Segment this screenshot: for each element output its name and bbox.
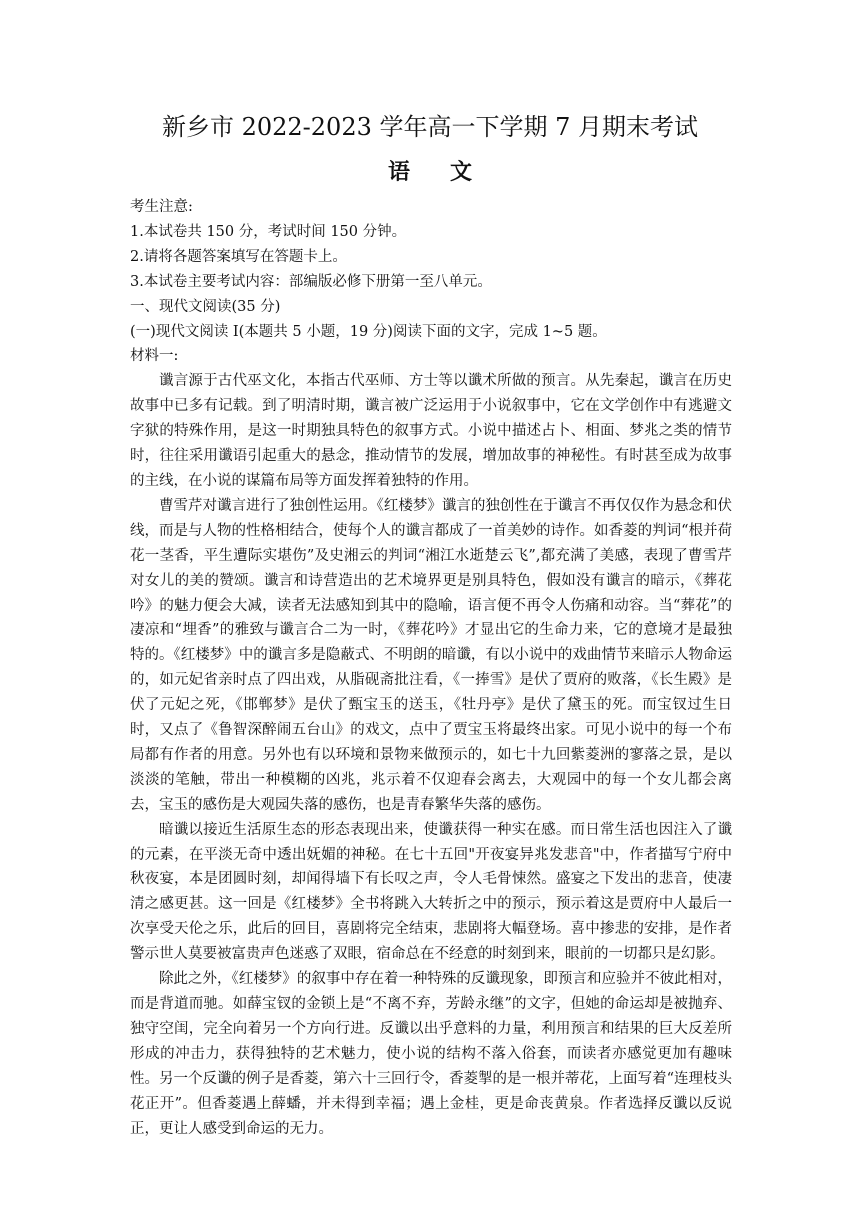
paragraph-4: 除此之外，《红楼梦》的叙事中存在着一种特殊的反谶现象，即预言和应验并不彼此相对，而是背道而驰。如薛宝钗的金锁上是“不离不弃，芳龄永继”的文字，但她的命运却是被抛弃、独守空闺，完全向着另一个方向行进。反谶以出乎意料的力量，利用预言和结果的巨大反差所形成的冲击力，获得独特的艺术魅力，使小说的结构不落入俗套，而读者亦感觉更加有趣味性。另一个反谶的例子是香菱，第六十三回行令，香菱掣的是一根并蒂花，上面写着“连理枝头花正开”。但香菱遇上薛蟠，并未得到幸福；遇上金桂，更是命丧黄泉。作者选择反谶以反说正，更让人感受到命运的无力。: [130, 971, 732, 1137]
section-heading: 一、现代文阅读(35 分): [130, 298, 281, 315]
notice-item-1: 1.本试卷共 150 分，考试时间 150 分钟。: [130, 223, 407, 240]
notice-item-3: 3.本试卷主要考试内容：部编版必修下册第一至八单元。: [130, 273, 492, 290]
paragraph-3: 暗谶以接近生活原生态的形态表现出来，使谶获得一种实在感。而日常生活也因注入了谶的元素，在平淡无奇中透出妩媚的神秘。在七十五回"开夜宴异兆发悲音"中，作者描写宁府中秋夜宴，本是团圆时刻，却闻得墙下有长叹之声，令人毛骨悚然。盛宴之下发出的悲音，使凄清之感更甚。这一回是《红楼梦》全书将跳入大转折之中的预示，预示着这是贾府中人最后一次享受天伦之乐，此后的回目，喜剧将完全结束，悲剧将大幅登场。喜中掺悲的安排，是作者警示世人莫要被富贵声色迷惑了双眼，宿命总在不经意的时刻到来，眼前的一切都只是幻影。: [130, 821, 732, 963]
material-label: 材料一:: [130, 348, 179, 365]
exam-content: [130, 195, 732, 1141]
subject-title: 语文: [387, 159, 512, 185]
paragraph-2: 曹雪芹对谶言进行了独创性运用。《红楼梦》谶言的独创性在于谶言不再仅仅作为悬念和伏线，而是与人物的性格相结合，使每个人的谶言都成了一首美妙的诗作。如香菱的判词“根并荷花一茎香，平生遭际实堪伤”及史湘云的判词“湘江水逝楚云飞”,都充满了美感，表现了曹雪芹对女儿的美的赞颂。谶言和诗营造出的艺术境界更是别具特色，假如没有谶言的暗示，《葬花吟》的魅力便会大减，读者无法感知到其中的隐喻，语言便不再令人伤痛和动容。当“葬花”的凄凉和“埋香”的雅致与谶言合二为一时，《葬花吟》才显出它的生命力来，它的意境才是最独特的。《红楼梦》中的谶言多是隐蔽式、不明朗的暗谶，有以小说中的戏曲情节来暗示人物命运的，如元妃省亲时点了四出戏，从脂砚斋批注看，《一捧雪》是伏了贾府的败落，《长生殿》是伏了元妃之死，《邯郸梦》是伏了甄宝玉的送玉，《牡丹亭》是伏了黛玉的死。而宝钗过生日时，又点了《鲁智深醉闹五台山》的戏文，点中了贾宝玉将最终出家。可见小说中的每一个布局都有作者的用意。另外也有以环境和景物来做预示的，如七十九回紫菱洲的寥落之景，是以淡淡的笔触，带出一种模糊的凶兆，兆示着不仅迎春会离去，大观园中的每一个女儿都会离去，宝玉的感伤是大观园失落的感伤，也是青春繁华失落的感伤。: [130, 497, 732, 813]
notice-item-2: 2.请将各题答案填写在答题卡上。: [130, 248, 347, 265]
section-sub-heading: (一)现代文阅读 I(本题共 5 小题，19 分)阅读下面的文字，完成 1~5 题。: [130, 323, 607, 340]
exam-title: 新乡市 2022-2023 学年高一下学期 7 月期末考试: [161, 113, 699, 141]
notice-heading: 考生注意:: [130, 199, 193, 215]
paragraph-1: 谶言源于古代巫文化，本指古代巫师、方士等以谶术所做的预言。从先秦起，谶言在历史故事中已多有记载。到了明清时期，谶言被广泛运用于小说叙事中，它在文学创作中有逃避文字狱的特殊作用，是这一时期独具特色的叙事方式。小说中描述占卜、相面、梦兆之类的情节时，往往采用谶语引起重大的悬念，推动情节的发展，增加故事的神秘性。有时甚至成为故事的主线，在小说的谋篇布局等方面发挥着独特的作用。: [130, 373, 732, 489]
